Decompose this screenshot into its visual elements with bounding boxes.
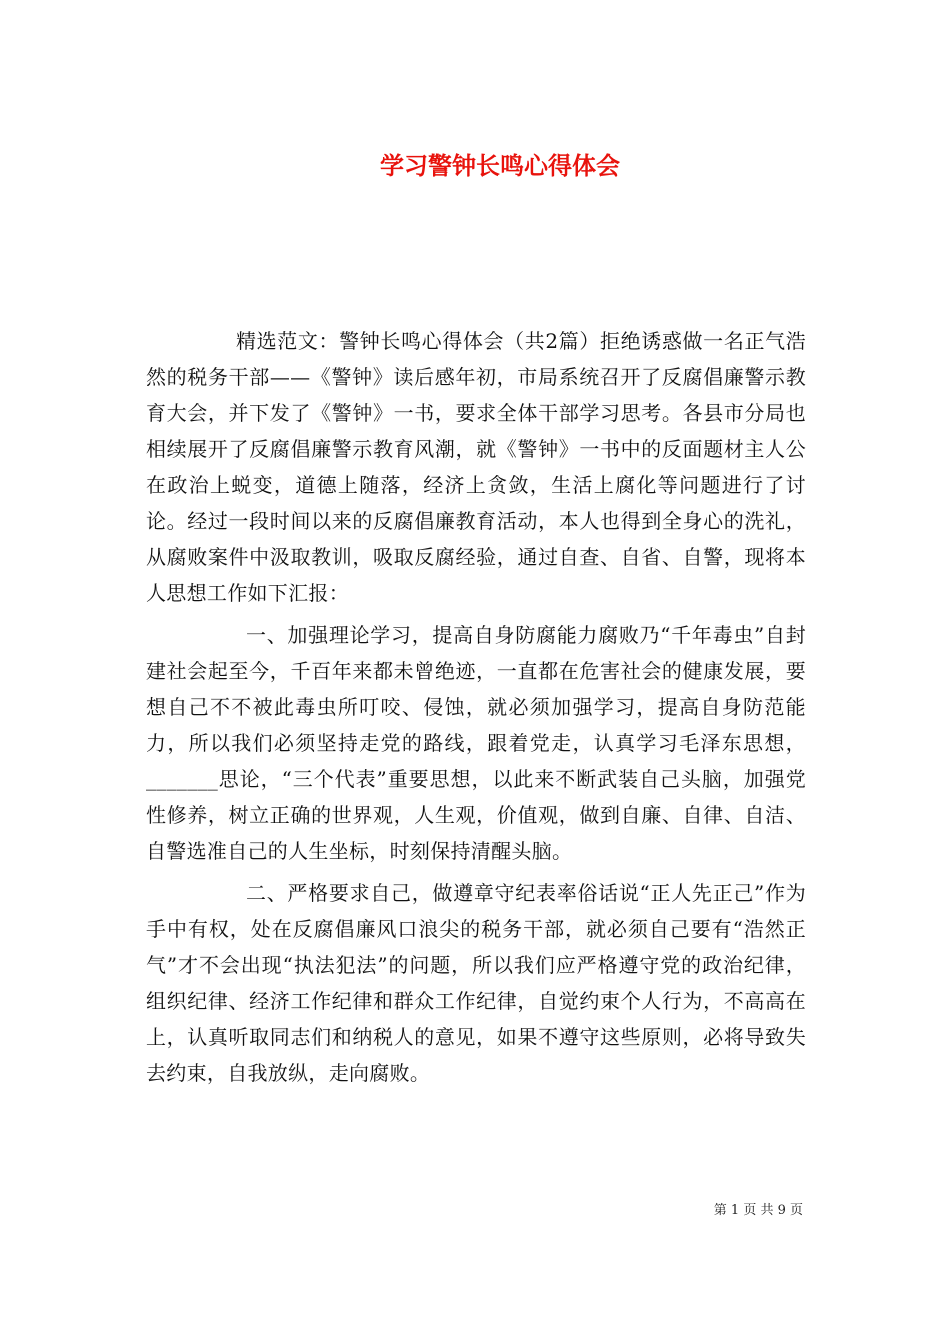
paragraph-section-two: 二、严格要求自己，做遵章守纪表率俗话说“正人先正己”作为手中有权，处在反腐倡廉风口浪尖的税务干部，就必须自己要有“浩然正气”才不会出现“执法犯法”的问题，所以我们应严格遵守党的政治纪律，组织纪律、经济工作纪律和群众工作纪律，自觉约束个人行为，不高高在上，认真听取同志们和纳税人的意见，如果不遵守这些原则，必将导致失去约束，自我放纵，走向腐败。 [146,881,806,1085]
paragraph-intro: 精选范文：警钟长鸣心得体会（共2篇）拒绝诱惑做一名正气浩然的税务干部——《警钟》读后感年初，市局系统召开了反腐倡廉警示教育大会，并下发了《警钟》一书，要求全体干部学习思考。各县市分局也相续展开了反腐倡廉警示教育风潮，就《警钟》一书中的反面题材主人公在政治上蜕变，道德上随落，经济上贪敛，生活上腐化等问题进行了讨论。经过一段时间以来的反腐倡廉教育活动，本人也得到全身心的洗礼，从腐败案件中汲取教训，吸取反腐经验，通过自查、自省、自警，现将本人思想工作如下汇报： [146,329,806,605]
document-body [146,323,806,1091]
page-footer: 第 1 页 共 9 页 [713,1203,803,1218]
paragraph-section-one: 一、加强理论学习，提高自身防腐能力腐败乃“千年毒虫”自封建社会起至今，千百年来都未曾绝迹，一直都在危害社会的健康发展，要想自己不不被此毒虫所叮咬、侵蚀，就必须加强学习，提高自身防范能力，所以我们必须坚持走党的路线，跟着党走，认真学习毛泽东思想，_______思论，“三个代表”重要思想，以此来不断武装自己头脑，加强党性修养，树立正确的世界观，人生观，价值观，做到自廉、自律、自洁、自警选准自己的人生坐标，时刻保持清醒头脑。 [146,623,806,863]
page-title: 学习警钟长鸣心得体会 [380,151,620,181]
